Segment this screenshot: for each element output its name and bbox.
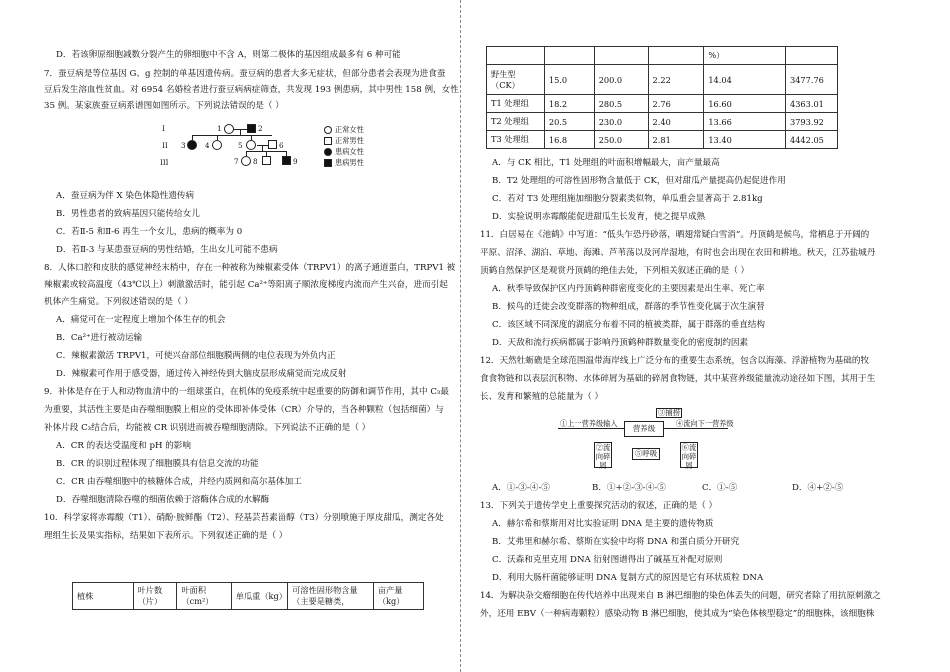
table-cell bbox=[648, 47, 704, 65]
q11-option-a: A．秋季导致保护区内丹顶鹤种群密度变化的主要因素是出生率、死亡率 bbox=[492, 284, 765, 294]
legend-affected-female: 患病女性 bbox=[335, 147, 364, 156]
q11-stem-3: 顶鹤自然保护区是观赏丹顶鹤的绝佳去处，下列相关叙述正确的是（ ） bbox=[480, 266, 750, 276]
table-cell: T1 处理组 bbox=[487, 95, 545, 113]
table-cell: 230.0 bbox=[594, 113, 648, 131]
table-cell: 14.04 bbox=[704, 65, 786, 95]
pedigree-chart bbox=[162, 120, 372, 172]
legend-affected-male: 患病男性 bbox=[335, 158, 364, 167]
q8-option-b: B．Ca²⁺进行被动运输 bbox=[56, 333, 143, 343]
q13-stem: 13．下列关于遗传学史上重要探究活动的叙述，正确的是（ ） bbox=[480, 501, 718, 511]
female-normal-symbol bbox=[246, 140, 256, 150]
q11-stem-1: 11．白居易在《池鹤》中写道：“低头乍恐丹砂落，晒翅常疑白雪消”。丹顶鹤是候鸟，常栖息于开阔的 bbox=[480, 230, 870, 240]
table-cell bbox=[487, 47, 545, 65]
q7-stem-1: 7．蚕豆病是等位基因 G、g 控制的单基因遗传病。蚕豆病的患者大多无症状，但部分患者会表现为进食蚕 bbox=[44, 69, 446, 79]
ind-II-3-label: 3 bbox=[181, 141, 186, 150]
q12-stem-3: 长、发育和繁殖的总能量为（ ） bbox=[480, 392, 604, 402]
header-cell: 叶面积（cm²） bbox=[177, 583, 231, 610]
sibship-line bbox=[192, 135, 272, 136]
table-cell: 2.22 bbox=[648, 65, 704, 95]
q9-option-b: B．CR 的识别过程体现了细胞膜具有信息交流的功能 bbox=[56, 459, 259, 469]
legend-normal-male-icon bbox=[324, 137, 332, 145]
gen-label-I: I bbox=[162, 124, 165, 133]
energy-flow-diagram bbox=[558, 408, 778, 470]
table-cell: T2 处理组 bbox=[487, 113, 545, 131]
q7-option-b: B．男性患者的致病基因只能传给女儿 bbox=[56, 209, 200, 219]
table-cell bbox=[594, 47, 648, 65]
legend-normal-female: 正常女性 bbox=[335, 125, 364, 134]
header-cell: 植株 bbox=[73, 583, 134, 610]
q13-option-d: D．利用大肠杆菌能够证明 DNA 复制方式的原因是它有环状质粒 DNA bbox=[492, 573, 764, 583]
legend-affected-female-icon bbox=[324, 148, 332, 156]
q11-option-c: C．该区域不同深度的湖底分布着不同的植被类群，属于群落的垂直结构 bbox=[492, 320, 765, 330]
ind-III-9-label: 9 bbox=[293, 157, 298, 166]
detritus-box-2: ②流向碎屑 bbox=[595, 443, 611, 470]
q9-option-a: A．CR 的表达受温度和 pH 的影响 bbox=[56, 441, 191, 451]
table-row bbox=[487, 65, 838, 95]
ind-II-6-label: 6 bbox=[279, 141, 284, 150]
table-cell: 4363.01 bbox=[786, 95, 838, 113]
female-normal-symbol bbox=[212, 140, 222, 150]
female-normal-symbol bbox=[224, 124, 234, 134]
q11-option-d: D．天敌和流行疾病都属于影响丹顶鹤种群数量变化的密度制约因素 bbox=[492, 338, 749, 348]
legend-normal-male: 正常男性 bbox=[335, 136, 364, 145]
table-cell: 2.81 bbox=[648, 131, 704, 149]
table-row bbox=[487, 113, 838, 131]
q13-option-a: A．赫尔希和蔡斯用对比实验证明 DNA 是主要的遗传物质 bbox=[492, 519, 714, 529]
male-affected-symbol bbox=[282, 156, 291, 165]
table-cell: 3793.92 bbox=[786, 113, 838, 131]
q7-option-d: D．若Ⅱ-3 与某患蚕豆病的男性结婚，生出女儿可能不患病 bbox=[56, 245, 278, 255]
gen-label-II: II bbox=[162, 141, 168, 150]
q11-option-b: B．候鸟的迁徙会改变群落的物种组成，群落的季节性变化属于次生演替 bbox=[492, 302, 765, 312]
q6-option-d: D．若该卵原细胞减数分裂产生的卵细胞中不含 A，则第二极体的基因组成最多有 6 种可能 bbox=[56, 50, 401, 60]
q13-option-b: B．艾弗里和赫尔希、蔡斯在实验中均将 DNA 和蛋白质分开研究 bbox=[492, 537, 740, 547]
q10-option-d: D．实验说明赤霉酸能促进甜瓜生长发育，使之提早成熟 bbox=[492, 212, 706, 222]
q10-option-c: C．若对 T3 处理组施加细胞分裂素类似物，单瓜重会显著高于 2.81kg bbox=[492, 194, 763, 204]
flow-input-label: ①上一营养级输入 bbox=[560, 419, 618, 428]
fishing-box: ③捕捞 bbox=[657, 408, 681, 417]
q7-option-c: C．若Ⅱ-5 和Ⅱ-6 再生一个女儿，患病的概率为 0 bbox=[56, 227, 243, 237]
detritus-box-6: ⑥流向碎屑 bbox=[681, 443, 697, 470]
ind-III-8-label: 8 bbox=[253, 157, 258, 166]
q7-stem-3: 35 例。某家族蚕豆病系谱图如图所示。下列说法错误的是（ ） bbox=[44, 101, 284, 111]
q10-option-b: B．T2 处理组的可溶性固形物含量低于 CK，但对甜瓜产量提高仍起促进作用 bbox=[492, 176, 786, 186]
male-normal-symbol bbox=[268, 140, 277, 149]
ind-I-2-label: 2 bbox=[258, 124, 263, 133]
table-cell bbox=[786, 47, 838, 65]
table-cell: 3477.76 bbox=[786, 65, 838, 95]
table-cell: 2.76 bbox=[648, 95, 704, 113]
q9-stem-1: 9．补体是存在于人和动物血清中的一组球蛋白，在机体的免疫系统中起重要的防御和调节作用，其中 C₃最 bbox=[44, 387, 449, 397]
q9-stem-2: 为重要，其活性主要是由吞噬细胞膜上相应的受体即补体受体（CR）介导的，当各种颗粒（包括细菌）与 bbox=[44, 405, 444, 415]
q14-stem-2: 外，还用 EBV（一种病毒颗粒）感染动物 B 淋巴细胞，使其成为“染色体核型稳定”的细胞株，该细胞株 bbox=[480, 609, 875, 619]
table-cell: T3 处理组 bbox=[487, 131, 545, 149]
table-cell: 13.40 bbox=[704, 131, 786, 149]
q14-stem-1: 14．为解决杂交瘤细胞在传代培养中出现来自 B 淋巴细胞的染色体丢失的问题，研究者除了用抗原刺激之 bbox=[480, 591, 881, 601]
results-table-header bbox=[72, 582, 424, 610]
q8-stem-2: 辣椒素或较高温度（43℃以上）刺激激活时，能引起 Ca²⁺等阳离子顺浓度梯度内流而产生兴奋，进而引起 bbox=[44, 280, 448, 290]
male-affected-symbol bbox=[247, 124, 256, 133]
q12-option-b: B．①+②-③-④-⑤ bbox=[592, 483, 666, 493]
table-cell: 16.8 bbox=[544, 131, 594, 149]
trophic-level-box: 营养级 bbox=[624, 421, 664, 437]
male-normal-symbol bbox=[262, 156, 271, 165]
table-cell: 15.0 bbox=[544, 65, 594, 95]
q8-option-a: A．痛觉可在一定程度上增加个体生存的机会 bbox=[56, 315, 226, 325]
table-row bbox=[487, 95, 838, 113]
column-divider bbox=[460, 0, 461, 672]
q12-option-c: C．①-⑤ bbox=[702, 483, 738, 493]
table-cell: 2.40 bbox=[648, 113, 704, 131]
table-cell: 4442.05 bbox=[786, 131, 838, 149]
q7-option-a: A．蚕豆病为伴 X 染色体隐性遗传病 bbox=[56, 191, 195, 201]
q10-stem-1: 10．科学家将赤霉酸（T1）、硝酚·胺鲜酯（T2）、羟基芸苔素甾醇（T3）分别喷施于厚皮甜瓜，测定各处 bbox=[44, 513, 444, 523]
q11-stem-2: 平原、沼泽、湖泊、草地、海滩、芦苇荡以及河岸湿地，有时也会出现在农田和耕地。秋天，江苏盐城丹 bbox=[480, 248, 876, 258]
female-affected-symbol bbox=[187, 140, 197, 150]
table-cell bbox=[544, 47, 594, 65]
table-cell: 250.0 bbox=[594, 131, 648, 149]
q10-stem-2: 理组生长及果实指标，结果如下表所示。下列叙述正确的是（ ） bbox=[44, 531, 288, 541]
header-cell: 亩产量（kg） bbox=[373, 583, 423, 610]
table-cell: 野生型（CK） bbox=[487, 65, 545, 95]
flow-output-label: ④流向下一营养级 bbox=[676, 419, 734, 428]
q12-option-d: D．④+②-⑤ bbox=[792, 483, 844, 493]
q8-option-c: C．辣椒素激活 TRPV1，可使兴奋部位细胞膜两侧的电位表现为外负内正 bbox=[56, 351, 336, 361]
q12-option-a: A．①-③-④-⑤ bbox=[492, 483, 550, 493]
table-cell: 280.5 bbox=[594, 95, 648, 113]
table-cell: %） bbox=[704, 47, 786, 65]
table-header-row bbox=[73, 583, 424, 610]
legend-normal-female-icon bbox=[324, 126, 332, 134]
female-normal-symbol bbox=[241, 156, 251, 166]
q13-option-c: C．沃森和克里克用 DNA 衍射图谱得出了碱基互补配对原则 bbox=[492, 555, 723, 565]
q8-stem-3: 机体产生痛觉。下列叙述错误的是（ ） bbox=[44, 297, 193, 307]
table-cell: 18.2 bbox=[544, 95, 594, 113]
gen-label-III: III bbox=[160, 158, 169, 167]
table-cell: 20.5 bbox=[544, 113, 594, 131]
header-cell: 叶片数（片） bbox=[133, 583, 177, 610]
ind-III-7-label: 7 bbox=[234, 157, 239, 166]
table-cell: 200.0 bbox=[594, 65, 648, 95]
ind-II-5-label: 5 bbox=[238, 141, 243, 150]
legend-affected-male-icon bbox=[324, 159, 332, 167]
q9-option-d: D．吞噬细胞清除吞噬的细菌依赖于溶酶体合成的水解酶 bbox=[56, 495, 270, 505]
table-cell: 16.60 bbox=[704, 95, 786, 113]
q10-option-a: A．与 CK 相比，T1 处理组的叶面积增幅最大，亩产量最高 bbox=[492, 158, 720, 168]
ind-I-1-label: 1 bbox=[217, 124, 222, 133]
table-cell: 13.66 bbox=[704, 113, 786, 131]
table-row bbox=[487, 47, 838, 65]
q8-option-d: D．辣椒素可作用于感受器，通过传入神经传到大脑皮层形成痛觉而完成反射 bbox=[56, 369, 347, 379]
header-cell: 单瓜重（kg） bbox=[231, 583, 287, 610]
q12-stem-1: 12．天然牡蛎礁是全球范围温带海岸线上广泛分布的重要生态系统，包含以海藻、浮游植物为基础的牧 bbox=[480, 356, 870, 366]
ind-II-4-label: 4 bbox=[205, 141, 210, 150]
table-row bbox=[487, 131, 838, 149]
results-table-continued bbox=[486, 46, 838, 149]
respiration-box: ⑤呼吸 bbox=[632, 448, 660, 460]
header-cell: 可溶性固形物含量（主要是糖类， bbox=[288, 583, 374, 610]
q8-stem-1: 8．人体口腔和皮肤的感觉神经末梢中，存在一种被称为辣椒素受体（TRPV1）的离子通道蛋白，TRPV1 被 bbox=[44, 263, 456, 273]
q7-stem-2: 豆后发生溶血性贫血。对 6954 名婚检者进行蚕豆病病症筛查，共发现 193 例患病，其中男性 158 例，女性 bbox=[44, 85, 459, 95]
q9-option-c: C．CR 由吞噬细胞中的核糖体合成，并经内质网和高尔基体加工 bbox=[56, 477, 302, 487]
q12-stem-2: 食食物链和以表层沉积物、水体碎屑为基础的碎屑食物链，其中某营养级能量流动途径如下图，其用于生 bbox=[480, 374, 876, 384]
q9-stem-3: 补体片段 C₃结合后，均能被 CR 识别进而被吞噬细胞清除。下列说法不正确的是（ ） bbox=[44, 423, 371, 433]
